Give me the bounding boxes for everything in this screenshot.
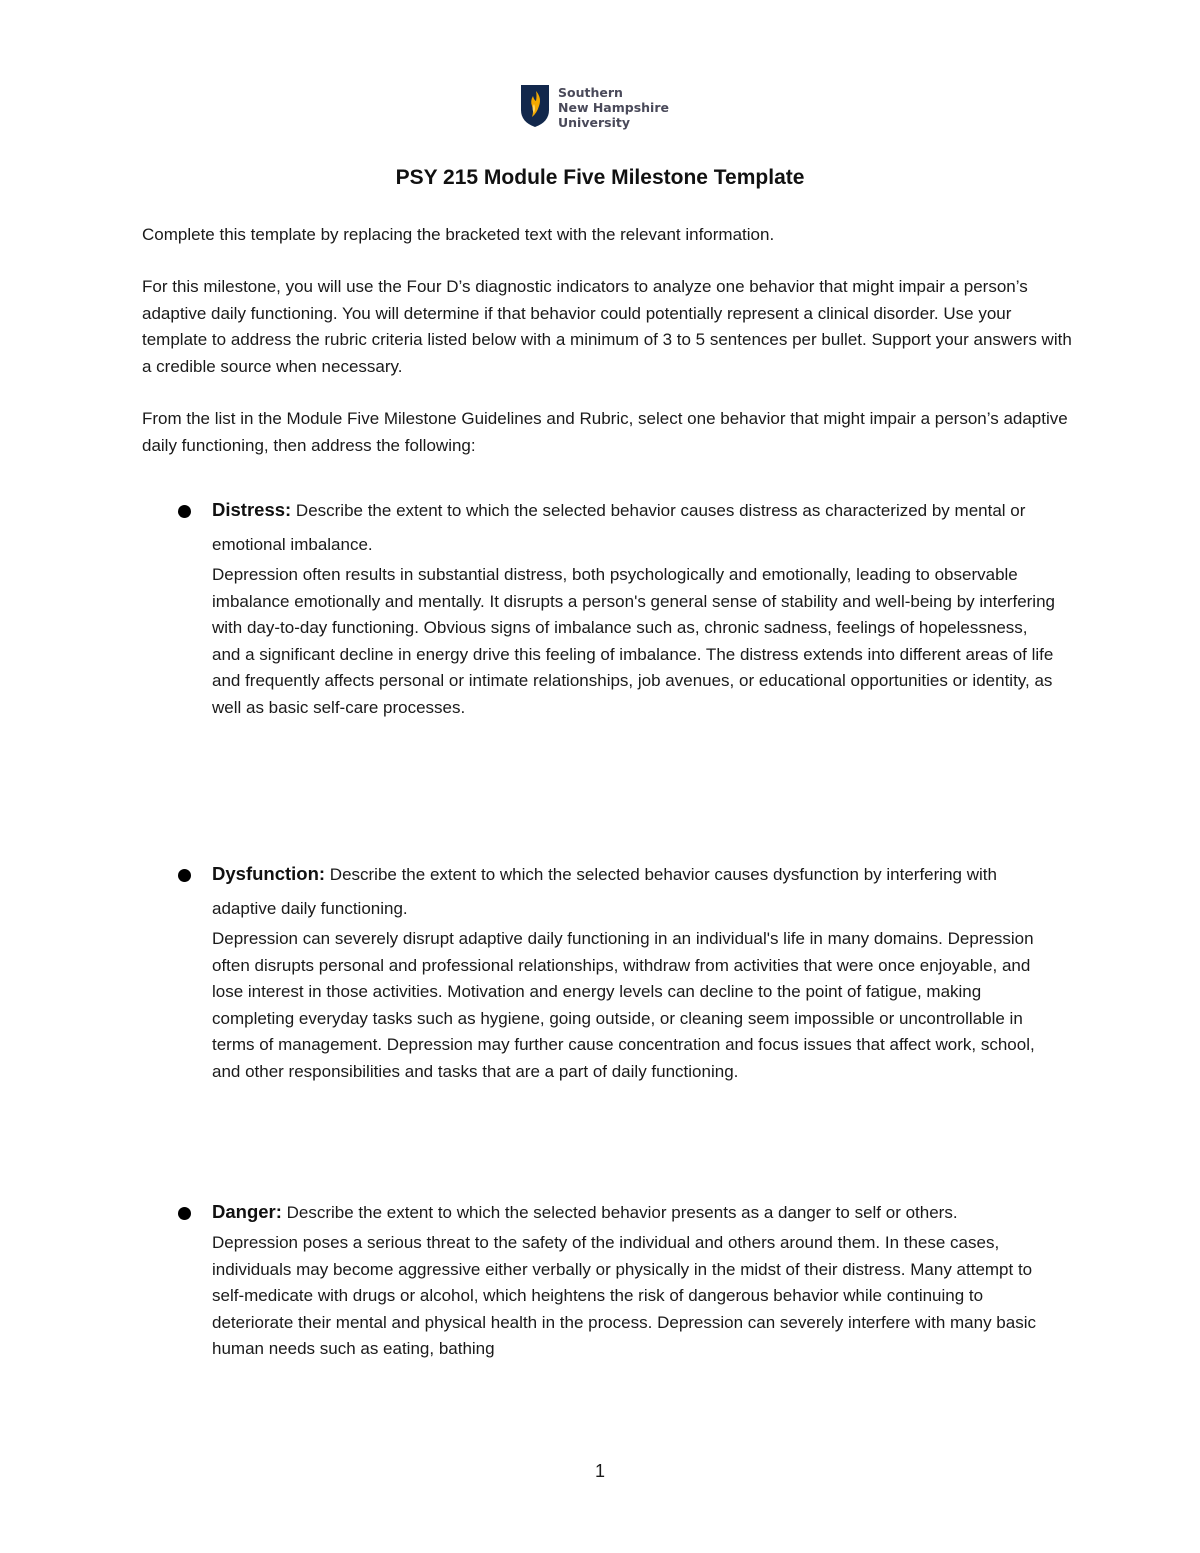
bullet-distress <box>178 493 1058 721</box>
bullet-answer: Depression can severely disrupt adaptive daily functioning in an individual's life in many domains. Depression often disrupts personal and professional relationships, withdraw from activities that were once enjoyable, and lose interest in those activities. Motivation and energy levels can decline to the point of fatigue, making completing everyday tasks such as hygiene, going outside, or cleaning seem impossible or uncontrollable in terms of management. Depression may further cause concentration and focus issues that affect work, school, and other responsibilities and tasks that are a part of daily functioning. <box>212 929 1035 1081</box>
bullet-prompt: Describe the extent to which the selected behavior causes distress as characterized by mental or emotional imbalance. <box>212 501 1026 554</box>
bullet-answer: Depression poses a serious threat to the safety of the individual and others around them. In these cases, individuals may become aggressive either verbally or physically in the midst of their distress. Many attempt to self-medicate with drugs or alcohol, which heightens the risk of dangerous behavior while continuing to deteriorate their mental and physical health in the process. Depression can severely interfere with many basic human needs such as eating, bathing <box>212 1233 1036 1358</box>
bullet-dot-icon <box>178 869 191 882</box>
bullet-heading <box>212 1195 1058 1230</box>
milestone-paragraph: For this milestone, you will use the Four D’s diagnostic indicators to analyze one behavior that might impair a person’s adaptive daily functioning. You will determine if that behavior could potentially represent a clinical disorder. Use your template to address the rubric criteria listed below with a minimum of 3 to 5 sentences per bullet. Support your answers with a credible source when necessary. <box>142 277 1072 376</box>
logo-wordmark <box>558 85 669 130</box>
logo-line-new-hampshire: New Hampshire <box>558 100 669 115</box>
bullet-heading <box>212 493 1058 562</box>
bullet-dot-icon <box>178 1207 191 1220</box>
bullet-dot-icon <box>178 505 191 518</box>
bullet-danger <box>178 1195 1058 1363</box>
logo-line-southern: Southern <box>558 85 623 100</box>
bullet-prompt: Describe the extent to which the selected behavior causes dysfunction by interfering with adaptive daily functioning. <box>212 865 997 918</box>
intro-paragraph: Complete this template by replacing the bracketed text with the relevant information. <box>142 225 775 244</box>
bullet-answer: Depression often results in substantial distress, both psychologically and emotionally, leading to observable imbalance emotionally and mentally. It disrupts a person's general sense of stability and well-being by interfering with day-to-day functioning. Obvious signs of imbalance such as, chronic sadness, feelings of hopelessness, and a significant decline in energy drive this feeling of imbalance. The distress extends into different areas of life and frequently affects personal or intimate relationships, job avenues, or educational opportunities or identity, as well as basic self-care processes. <box>212 565 1055 717</box>
bullet-heading <box>212 857 1058 926</box>
bullet-label: Distress: <box>212 499 292 520</box>
snhu-logo <box>520 84 690 134</box>
bullet-label: Dysfunction: <box>212 863 326 884</box>
snhu-shield-icon <box>520 84 550 128</box>
document-title: PSY 215 Module Five Milestone Template <box>395 166 805 189</box>
logo-line-university: University <box>558 115 630 130</box>
bullet-label: Danger: <box>212 1201 282 1222</box>
bullet-prompt: Describe the extent to which the selected behavior presents as a danger to self or others. <box>281 1203 958 1222</box>
bullet-dysfunction <box>178 857 1058 1085</box>
select-behavior-paragraph: From the list in the Module Five Milestone Guidelines and Rubric, select one behavior that might impair a person’s adaptive daily functioning, then address the following: <box>142 409 1068 455</box>
page-number: 1 <box>594 1461 605 1481</box>
